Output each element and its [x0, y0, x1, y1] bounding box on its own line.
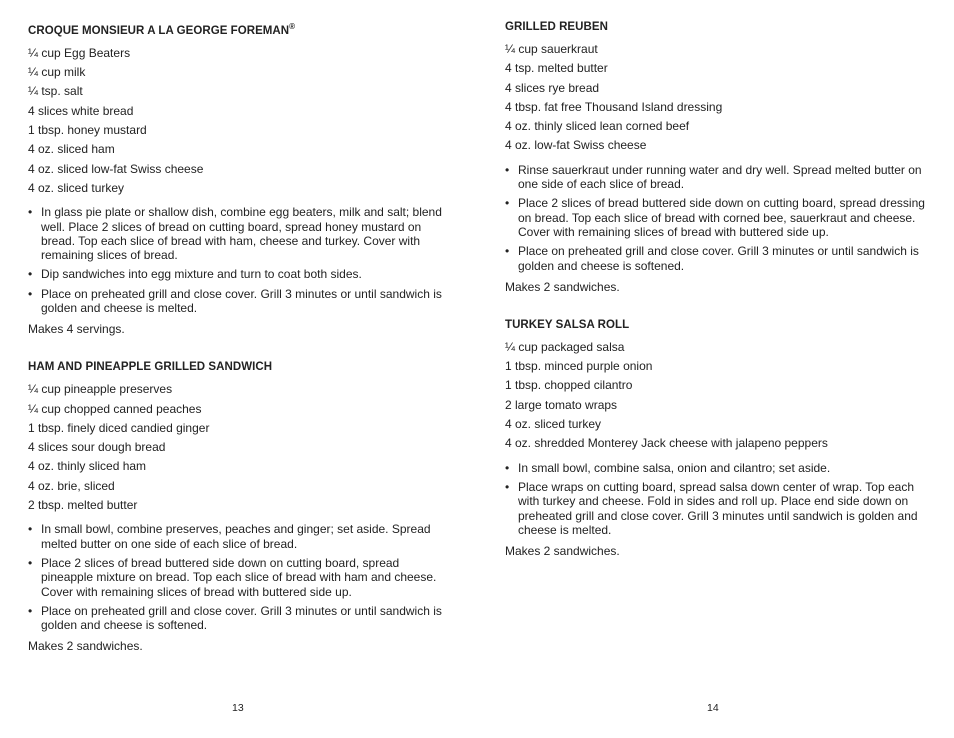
step-list — [28, 522, 448, 632]
ingredient-item: 1 tbsp. finely diced candied ginger — [28, 420, 210, 435]
recipe-croque-monsieur — [28, 20, 448, 339]
page-number: 13 — [232, 702, 244, 714]
ingredient-item: ¼ cup chopped canned peaches — [28, 401, 202, 416]
step-item: • Dip sandwiches into egg mixture and turn to coat both sides. — [28, 267, 448, 281]
recipe-title: TURKEY SALSA ROLL — [505, 318, 630, 331]
step-item: • Place on preheated grill and close cover. Grill 3 minutes or until sandwich is golden and cheese is softened. — [28, 604, 448, 633]
ingredient-item: 4 oz. sliced turkey — [28, 180, 125, 195]
left-column — [28, 20, 448, 677]
recipe-title: HAM AND PINEAPPLE GRILLED SANDWICH — [28, 361, 273, 374]
ingredient-item: 1 tbsp. minced purple onion — [505, 359, 653, 374]
registered-mark: ® — [289, 22, 296, 31]
recipe-yield: Makes 2 sandwiches. — [505, 279, 620, 294]
ingredient-list — [505, 338, 925, 454]
step-item: • Place on preheated grill and close cover. Grill 3 minutes or until sandwich is golden and cheese is softened. — [505, 244, 925, 273]
ingredient-item: 4 slices white bread — [28, 103, 134, 118]
recipe-title: GRILLED REUBEN — [505, 21, 608, 33]
ingredient-item: 4 oz. shredded Monterey Jack cheese with jalapeno peppers — [505, 436, 828, 451]
ingredient-item: 4 oz. sliced low-fat Swiss cheese — [28, 161, 204, 176]
ingredient-item: ¼ cup milk — [28, 65, 86, 80]
ingredient-item: 4 oz. brie, sliced — [28, 478, 115, 493]
ingredient-item: 4 tbsp. fat free Thousand Island dressing — [505, 99, 723, 114]
ingredient-item: ¼ cup packaged salsa — [505, 339, 625, 354]
ingredient-list — [28, 380, 448, 515]
ingredient-item: 1 tbsp. chopped cilantro — [505, 378, 633, 393]
recipe-title: CROQUE MONSIEUR A LA GEORGE FOREMAN® — [28, 22, 296, 37]
step-item: • Place 2 slices of bread buttered side down on cutting board, spread pineapple mixture on bread. Top each slice of bread with ham and cheese. Cover with remaining slices of bread with buttered side up. — [28, 556, 448, 599]
step-list — [505, 163, 925, 273]
ingredient-item: 4 oz. sliced ham — [28, 142, 115, 157]
right-column — [505, 20, 925, 582]
ingredient-item: 1 tbsp. honey mustard — [28, 123, 147, 138]
ingredient-item: 4 tsp. melted butter — [505, 61, 608, 76]
step-item: • In small bowl, combine preserves, peaches and ginger; set aside. Spread melted butter on one side of each slice of bread. — [28, 522, 448, 551]
ingredient-item: 2 large tomato wraps — [505, 397, 618, 412]
ingredient-item: 4 slices sour dough bread — [28, 440, 166, 455]
step-item: • Place 2 slices of bread buttered side down on cutting board, spread dressing on bread. Top each slice of bread with corned bee, sauerkraut and cheese. Cover with remaining slices of bread with buttered side up. — [505, 196, 925, 239]
ingredient-item: ¼ cup pineapple preserves — [28, 382, 173, 397]
recipe-turkey-salsa-roll — [505, 318, 925, 561]
ingredient-item: ¼ cup Egg Beaters — [28, 45, 131, 60]
ingredient-item: ¼ cup sauerkraut — [505, 42, 598, 56]
step-item: • Place wraps on cutting board, spread salsa down center of wrap. Top each with turkey and cheese. Fold in sides and roll up. Place end side down on preheated grill and close cover. Grill 3 minutes until sandwich is golden and cheese is melted. — [505, 480, 925, 537]
ingredient-item: 4 oz. sliced turkey — [505, 417, 602, 432]
recipe-grilled-reuben — [505, 20, 925, 297]
ingredient-item: 4 slices rye bread — [505, 80, 600, 95]
step-item: • In small bowl, combine salsa, onion and cilantro; set aside. — [505, 461, 925, 475]
ingredient-list — [505, 40, 925, 156]
ingredient-list — [28, 44, 448, 198]
step-item: • In glass pie plate or shallow dish, combine egg beaters, milk and salt; blend well. Place 2 slices of bread on cutting board, spread honey mustard on bread. Top each slice of bread with ham, cheese and turkey. Cover with remaining slices of bread. — [28, 205, 448, 262]
recipe-ham-pineapple — [28, 360, 448, 656]
step-item: • Place on preheated grill and close cover. Grill 3 minutes or until sandwich is golden and cheese is melted. — [28, 287, 448, 316]
recipe-yield: Makes 2 sandwiches. — [28, 639, 143, 654]
recipe-yield: Makes 4 servings. — [28, 322, 125, 337]
ingredient-item: 4 oz. thinly sliced ham — [28, 459, 147, 474]
right-page — [477, 0, 954, 738]
recipe-yield: Makes 2 sandwiches. — [505, 544, 620, 559]
ingredient-item: 4 oz. thinly sliced lean corned beef — [505, 119, 690, 134]
step-list — [28, 205, 448, 315]
step-item: • Rinse sauerkraut under running water and dry well. Spread melted butter on one side of each slice of bread. — [505, 163, 925, 192]
step-list — [505, 461, 925, 537]
ingredient-item: 2 tbsp. melted butter — [28, 498, 138, 513]
ingredient-item: 4 oz. low-fat Swiss cheese — [505, 138, 647, 153]
page-number: 14 — [707, 702, 719, 714]
ingredient-item: ¼ tsp. salt — [28, 84, 83, 99]
